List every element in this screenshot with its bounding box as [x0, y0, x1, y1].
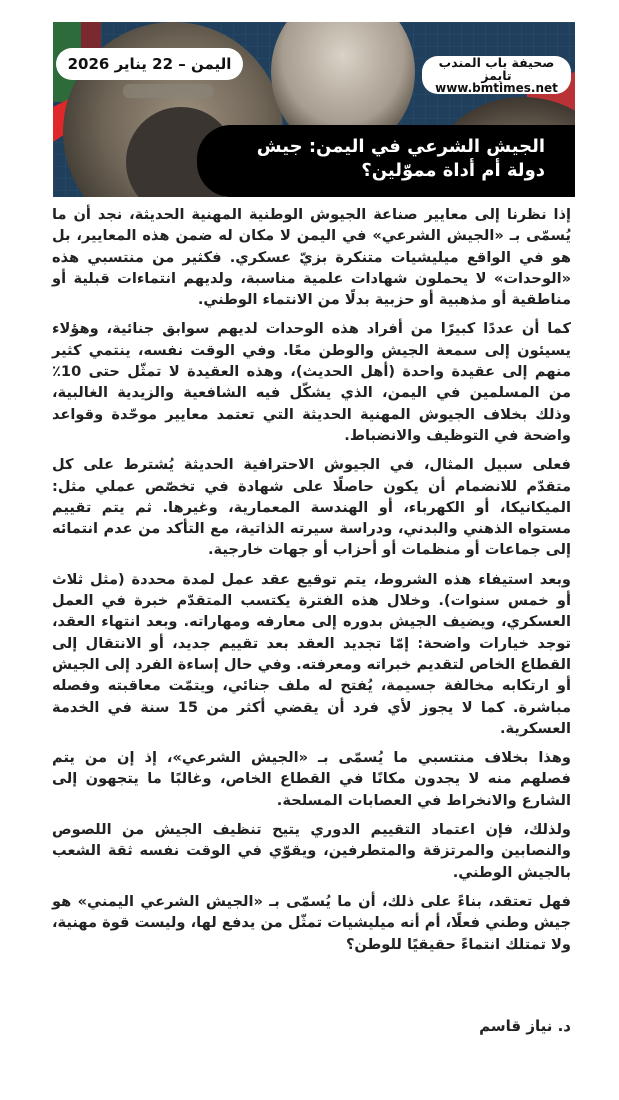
- paragraph: فهل تعتقد، بناءً على ذلك، أن ما يُسمّى بـ «الجيش الشرعي اليمني» هو جيش وطني فعلًا، أم أنه ميليشيات تمثّل من يدفع لها، وليست قوة مهنية، ولا تمتلك انتماءً حقيقيًا للوطن؟: [52, 892, 571, 953]
- headline-line-2: دولة أم أداة مموّلين؟: [361, 160, 545, 181]
- paragraph: ولذلك، فإن اعتماد التقييم الدوري يتيح تنظيف الجيش من اللصوص والنصابين والمرتزقة والمتطرفين، ويقوّي في الوقت نفسه ثقة الشعب بالجيش الوطني.: [52, 821, 571, 881]
- publisher-name: صحيفة باب المندب تايمز: [438, 54, 555, 83]
- header-image: [53, 22, 575, 197]
- paragraph: وبعد استيفاء هذه الشروط، يتم توقيع عقد عمل لمدة محددة (مثل ثلاث أو خمس سنوات). وخلال هذه الفترة يكتسب المتقدّم خبرة في العمل العسكري، ويضيف الجيش بدوره إلى معارفه ومهاراته. وبعد انتهاء العقد، توجد خيارات واضحة: إمّا تجديد العقد بعد تقييم جديد، أو الانتقال إلى القطاع الخاص لتقديم خبراته ومعرفته. وفي حال إساءة الفرد إلى الجيش أو ارتكابه مخالفة جسيمة، يُفتح له ملف جنائي، ويتمّت معاقبته وفصله مباشرة. كما لا يجوز لأي فرد أن يقضي أكثر من 15 سنة في الخدمة العسكرية.: [52, 570, 571, 737]
- paragraph: كما أن عددًا كبيرًا من أفراد هذه الوحدات لديهم سوابق جنائية، وهؤلاء يسيئون إلى سمعة الجيش والوطن معًا. وفي الوقت نفسه، ينتمي كثير منهم إلى عقيدة واحدة (أهل الحديث)، وهذه العقيدة لا تمثّل حتى 10٪ من المسلمين في اليمن، الذي يشكّل فيه الشافعية والزيدية الغالبية، وذلك بخلاف الجيوش المهنية الحديثة التي تعتمد معايير موحّدة وقواعد واضحة في التوظيف والانضباط.: [52, 320, 571, 444]
- date-text: اليمن – 22 يناير 2026: [67, 55, 232, 73]
- paragraph: إذا نظرنا إلى معايير صناعة الجيوش الوطنية المهنية الحديثة، نجد أن ما يُسمّى بـ «الجيش الشرعي» في اليمن لا مكان له ضمن هذه المعايير، بل هو في الواقع ميليشيات متنكرة بزيّ عسكري. فكثير من منتسبي هذه «الوحدات» لا يحملون شهادات علمية مناسبة، ولديهم انتماءات قبلية أو مناطقية أو مذهبية أو حزبية بدلًا من الانتماء الوطني.: [52, 206, 571, 309]
- paragraph: فعلى سبيل المثال، في الجيوش الاحترافية الحديثة يُشترط على كل متقدّم للانضمام أن يكون حاصلًا على شهادة في تخصّص عملي مثل: الميكانيكا، أو الكهرباء، أو الهندسة المعمارية، وغيرها. ثم يتم تقييم مستواه الذهني والبدني، ودراسة سيرته الذاتية، مع التأكد من عدم انتمائه إلى جماعات أو منظمات أو أحزاب أو جهات خارجية.: [52, 456, 571, 559]
- paragraph: وهذا بخلاف منتسبي ما يُسمّى بـ «الجيش الشرعي»، إذ إن من يتم فصلهم منه لا يجدون مكانًا في القطاع الخاص، وغالبًا ما يتجهون إلى الشارع والانخراط في العصابات المسلحة.: [52, 749, 571, 809]
- date-badge: [56, 48, 243, 80]
- publisher-website: www.bmtimes.net: [435, 80, 558, 95]
- headline-caption: [197, 125, 575, 197]
- author-signature: د. نياز قاسم: [479, 1017, 571, 1035]
- publisher-badge: [422, 56, 571, 94]
- article-body: [52, 204, 571, 963]
- headline-line-1: الجيش الشرعي في اليمن: جيش: [256, 136, 545, 157]
